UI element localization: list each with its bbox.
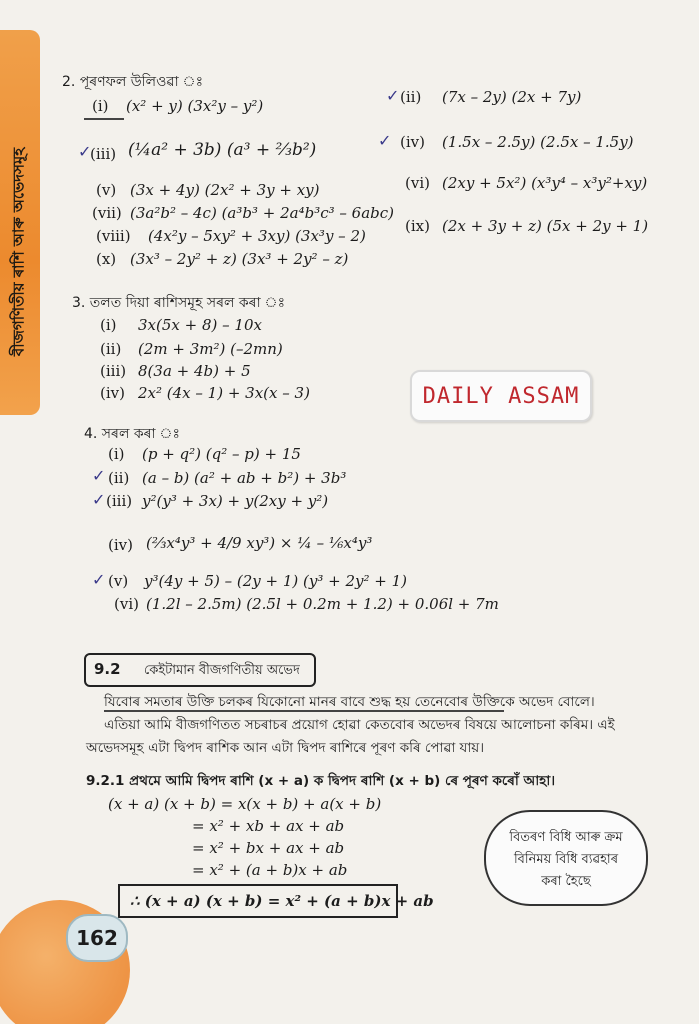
derivation-line: = x² + (a + b)x + ab [192,861,348,879]
q2-item-label: (v) [96,181,117,199]
pen-tick-icon: ✓ [92,570,106,589]
identity-result-box [118,884,434,918]
definition-paragraph: যিবোৰ সমতাৰ উক্তি চলকৰ যিকোনো মানৰ বাবে শুদ্ধ হয় তেনেবোৰ উক্তিকে অভেদ বোলে। [104,694,595,710]
intro-paragraph-line: অভেদসমূহ এটা দ্বিপদ ৰাশিক আন এটা দ্বিপদ ৰাশিৰে পূৰণ কৰি পোৱা যায়। [86,740,485,756]
q2-item-expr: (7x – 2y) (2x + 7y) [442,88,582,106]
section-number: 9.2 [94,660,121,678]
q4-item-label: (ii) [108,469,130,487]
q3-item-expr: 2x² (4x – 1) + 3x(x – 3) [138,384,310,402]
intro-paragraph-line: এতিয়া আমি বীজগণিতত সচৰাচৰ প্ৰয়োগ হোৱা কেতবোৰ অভেদৰ বিষয়ে আলোচনা কৰিম। এই [104,717,615,733]
stamp-text: DAILY ASSAM [422,383,580,409]
q3-heading: 3. তলত দিয়া ৰাশিসমূহ সৰল কৰা ঃ [72,295,286,311]
q4-item-expr: (a – b) (a² + ab + b²) + 3b³ [142,469,347,487]
q4-item-label: (i) [108,445,125,463]
section-heading-box [84,653,316,687]
pen-tick-icon: ✓ [92,466,106,485]
q2-item-label: (iv) [400,133,425,151]
q2-item-expr: (3a²b² – 4c) (a³b³ + 2a⁴b³c³ – 6abc) [130,204,395,222]
note-cloud [484,810,648,906]
q3-item-expr: 3x(5x + 8) – 10x [138,316,262,334]
q2-item-expr: (2xy + 5x²) (x³y⁴ – x³y²+xy) [442,174,648,192]
q2-item-label: (viii) [96,227,131,245]
q4-item-expr: (⅔x⁴y³ + 4/9 xy³) × ¼ – ⅙x⁴y³ [146,534,373,552]
derivation-line: (x + a) (x + b) = x(x + b) + a(x + b) [108,795,382,813]
watermark-stamp [410,370,592,422]
q3-item-label: (ii) [100,340,122,358]
q2-item-label: (ii) [400,88,422,106]
q4-item-label: (iii) [106,492,133,510]
chapter-side-tab [0,30,40,415]
q2-item-label: (iii) [90,145,117,163]
derivation-line: = x² + bx + ax + ab [192,839,345,857]
q3-item-expr: 8(3a + 4b) + 5 [138,362,251,380]
q4-heading: 4. সৰল কৰা ঃ [84,426,181,442]
q2-item-label: (vi) [405,174,430,192]
pen-underline [84,118,124,120]
q2-item-expr: (3x³ – 2y² + z) (3x³ + 2y² – z) [130,250,349,268]
q3-item-expr: (2m + 3m²) (–2mn) [138,340,283,358]
q4-item-expr: (1.2l – 2.5m) (2.5l + 0.2m + 1.2) + 0.06l + 7m [146,595,499,613]
pen-tick-icon: ✓ [92,490,106,509]
derivation-line: = x² + xb + ax + ab [192,817,345,835]
q2-item-expr: (¼a² + 3b) (a³ + ⅔b²) [128,140,317,160]
q2-item-expr: (3x + 4y) (2x² + 3y + xy) [130,181,320,199]
q3-item-label: (iv) [100,384,125,402]
q2-heading: 2. পূৰণফল উলিওৱা ঃ [62,74,204,90]
cloud-line: কৰা হৈছে [541,874,591,889]
q4-item-label: (iv) [108,536,133,554]
pen-tick-icon: ✓ [78,142,92,161]
q4-item-expr: y³(4y + 5) – (2y + 1) (y³ + 2y² + 1) [144,572,408,590]
q3-item-label: (iii) [100,362,127,380]
q4-item-label: (v) [108,572,129,590]
q2-item-label: (ix) [405,217,430,235]
q2-item-expr: (x² + y) (3x²y – y²) [126,97,264,115]
chapter-title: বীজগণিতীয় ৰাশি আৰু অভেদসমূহ [9,147,28,357]
q2-item-expr: (1.5x – 2.5y) (2.5x – 1.5y) [442,133,634,151]
cloud-line: বিতৰণ বিধি আৰু ক্ৰম [509,830,623,845]
q4-item-expr: y²(y³ + 3x) + y(2xy + y²) [142,492,329,510]
pen-underline [104,710,504,712]
page-number: 162 [66,914,128,962]
q2-item-expr: (4x²y – 5xy² + 3xy) (3x³y – 2) [148,227,366,245]
q2-item-label: (vii) [92,204,122,222]
pen-tick-icon: ✓ [386,86,400,105]
section-title: কেইটামান বীজগণিতীয় অভেদ [144,663,300,678]
q3-item-label: (i) [100,316,117,334]
pen-tick-icon: ✓ [378,131,392,150]
q2-item-expr: (2x + 3y + z) (5x + 2y + 1) [442,217,649,235]
cloud-line: বিনিময় বিধি ব্যৱহাৰ [513,852,619,867]
identity-result: ∴ (x + a) (x + b) = x² + (a + b)x + ab [130,892,434,910]
q2-item-label: (i) [92,97,109,115]
q4-item-expr: (p + q²) (q² – p) + 15 [142,445,301,463]
q4-item-label: (vi) [114,595,139,613]
q2-item-label: (x) [96,250,117,268]
subsection-heading: 9.2.1 প্ৰথমে আমি দ্বিপদ ৰাশি (x + a) ক দ্বিপদ ৰাশি (x + b) ৰে পূৰণ কৰোঁ আহা। [86,773,556,789]
